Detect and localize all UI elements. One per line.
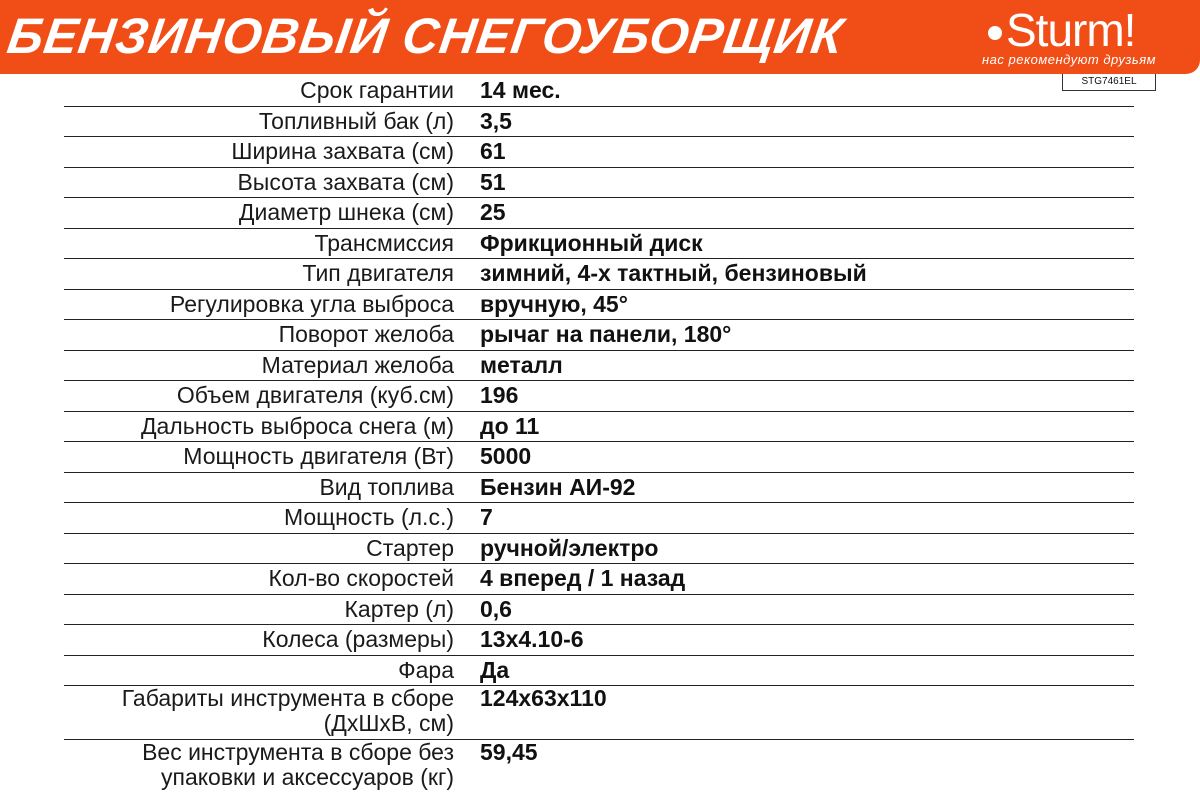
spec-row xyxy=(64,412,1134,443)
spec-label: Тип двигателя xyxy=(302,260,454,286)
spec-row xyxy=(64,168,1134,199)
spec-value: вручную, 45° xyxy=(480,290,628,317)
brand-dot-icon xyxy=(988,26,1002,40)
spec-value: Фрикционный диск xyxy=(480,229,703,256)
spec-value: ручной/электро xyxy=(480,534,659,561)
model-number: STG7461EL xyxy=(1062,74,1156,91)
brand-name: Sturm! xyxy=(1006,4,1136,56)
spec-label: Регулировка угла выброса xyxy=(169,290,454,317)
brand-tagline: нас рекомендуют друзьям xyxy=(982,52,1157,67)
header-banner xyxy=(0,0,1200,74)
spec-label: Срок гарантии xyxy=(300,77,454,103)
spec-label: Габариты инструмента в сборе (ДхШхВ, см) xyxy=(121,685,454,736)
spec-label: Картер (л) xyxy=(344,595,454,622)
spec-value: 13x4.10-6 xyxy=(480,626,584,652)
spec-value: 0,6 xyxy=(480,595,512,622)
spec-value: металл xyxy=(480,351,563,378)
brand-logo xyxy=(980,6,1190,68)
spec-row xyxy=(64,595,1134,626)
spec-value: Да xyxy=(480,656,510,683)
spec-label: Колеса (размеры) xyxy=(262,626,454,652)
specs-table xyxy=(64,76,1134,793)
spec-value: 51 xyxy=(480,168,506,195)
spec-row xyxy=(64,229,1134,260)
spec-value: Бензин АИ-92 xyxy=(480,473,636,500)
spec-row xyxy=(64,351,1134,382)
spec-value: 7 xyxy=(480,504,493,530)
spec-label: Мощность двигателя (Вт) xyxy=(183,443,454,469)
spec-value: рычаг на панели, 180° xyxy=(480,321,732,347)
spec-value: 25 xyxy=(480,199,506,225)
spec-label: Объем двигателя (куб.см) xyxy=(176,382,454,408)
spec-row xyxy=(64,656,1134,687)
spec-value: зимний, 4-х тактный, бензиновый xyxy=(480,260,867,286)
spec-value: 4 вперед / 1 назад xyxy=(480,565,686,591)
spec-label: Материал желоба xyxy=(261,351,454,378)
spec-label: Трансмиссия xyxy=(314,229,454,256)
spec-value: 14 мес. xyxy=(480,77,561,103)
spec-row xyxy=(64,442,1134,473)
spec-row xyxy=(64,381,1134,412)
spec-label: Вид топлива xyxy=(319,473,454,500)
spec-label: Дальность выброса снега (м) xyxy=(140,412,454,439)
spec-label: Поворот желоба xyxy=(278,321,454,347)
spec-value: до 11 xyxy=(480,412,540,439)
spec-row xyxy=(64,290,1134,321)
spec-row xyxy=(64,625,1134,656)
spec-value: 196 xyxy=(480,382,519,408)
spec-row xyxy=(64,534,1134,565)
spec-label: Ширина захвата (см) xyxy=(231,138,454,164)
page-title: БЕНЗИНОВЫЙ СНЕГОУБОРЩИК xyxy=(4,8,848,64)
spec-value: 3,5 xyxy=(480,107,512,134)
spec-label: Фара xyxy=(398,656,454,683)
spec-label: Топливный бак (л) xyxy=(258,107,454,134)
spec-label: Мощность (л.с.) xyxy=(283,504,454,530)
spec-row xyxy=(64,473,1134,504)
spec-label: Диаметр шнека (см) xyxy=(238,199,454,225)
spec-row xyxy=(64,107,1134,138)
spec-row xyxy=(64,686,1134,740)
spec-value: 59,45 xyxy=(480,739,538,765)
spec-value: 5000 xyxy=(480,443,532,469)
spec-row xyxy=(64,76,1134,107)
spec-value: 61 xyxy=(480,138,506,164)
spec-row xyxy=(64,503,1134,534)
spec-row xyxy=(64,198,1134,229)
spec-row xyxy=(64,259,1134,290)
spec-row xyxy=(64,137,1134,168)
spec-label: Стартер xyxy=(366,534,454,561)
spec-label: Кол-во скоростей xyxy=(268,565,454,591)
spec-row xyxy=(64,320,1134,351)
spec-row xyxy=(64,564,1134,595)
spec-value: 124x63x110 xyxy=(480,685,607,711)
spec-label: Вес инструмента в сборе без упаковки и аксессуаров (кг) xyxy=(142,739,454,790)
spec-label: Высота захвата (см) xyxy=(237,168,454,195)
spec-row xyxy=(64,740,1134,793)
